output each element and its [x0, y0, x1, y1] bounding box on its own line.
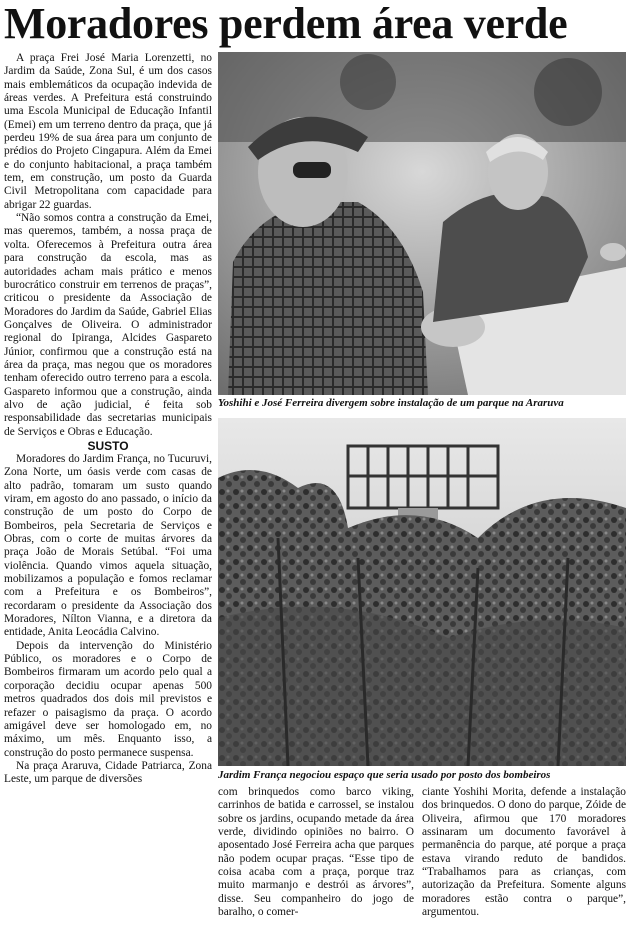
article-column-2	[218, 786, 414, 936]
paragraph-2: “Não somos contra a construção da Emei, mas queremos, também, a nossa praça de volta. Oferecemos à Prefeitura outra área para construção da escola, mas as autoridades acham mais prático e menos burocrático construir em terrenos de praças”, criticou o presidente da Associação de Moradores do Jardim da Saúde, Gabriel Elias Gonçalves de Oliveira. O administrador regional do Ipiranga, Alcides Gaspareto Júnior, confirmou que a construção está na área da praça, mas negou que os moradores tenham oferecido outro terreno para a escola. Gaspareto informou que a construção, ainda alvo de ação judicial, é feita sob responsabilidade das secretarias municipais de Serviços e Obras e Educação.	[4, 212, 212, 438]
article-column-3	[422, 786, 626, 936]
subhead-susto: SUSTO	[87, 438, 129, 453]
paragraph-7: ciante Yoshihi Morita, defende a instalação dos brinquedos. O dono do parque, Zóide de Oliveira, afirmou que 170 moradores assinaram um documento favorável à permanência do parque, até porque a praça estava virando reduto de bandidos. “Trabalhamos para as crianças, com autorização da Prefeitura. Somente alguns moradores estão contra o parque”, argumentou.	[422, 786, 626, 919]
photo-elderly-men-playing-cards	[218, 52, 626, 395]
paragraph-4: Depois da intervenção do Ministério Público, os moradores e o Corpo de Bombeiros firmaram um acordo pelo qual a corporação decidiu ocupar apenas 500 metros quadrados dos dois mil previstos e refazer o paisagismo da praça. O acordo amigável deve ser homologado em, no máximo, um mês. Enquanto isso, a construção do posto permanece suspensa.	[4, 639, 212, 759]
paragraph-3: Moradores do Jardim França, no Tucuruvi, Zona Norte, um óasis verde com casas de alto padrão, tomaram um susto quando viram, em agosto do ano passado, o início da construção de um posto do Corpo de Bombeiros, pela Secretaria de Serviços e Obras, com o corte de muitas árvores da praça João de Morais Setúbal. “Foi uma violência. Quando vimos aquela situação, mobilizamos a população e fomos reclamar com a Prefeitura e os Bombeiros”, recordaram o presidente da Associação dos Moradores, Nílton Vianna, e a diretora da entidade, Anita Leocádia Calvino.	[4, 452, 212, 639]
article-column-1	[4, 52, 212, 936]
photo-2-image	[218, 418, 626, 766]
paragraph-6: com brinquedos como barco viking, carrinhos de batida e carrossel, se instalou sobre os jardins, ocupando metade da área verde, dividindo opiniões no bairro. O aposentado José Ferreira acha que parques não podem ocupar praças. “Esse tipo de coisa acaba com a praça, porque traz muito marmanjo e destrói as árvores”, disse. Seu companheiro do jogo de baralho, o comer-	[218, 786, 414, 919]
photo-square-trees-construction	[218, 418, 626, 766]
headline: Moradores perdem área verde	[4, 0, 568, 48]
paragraph-1: A praça Frei José Maria Lorenzetti, no Jardim da Saúde, Zona Sul, é um dos casos mais emblemáticos da ocupação indevida de áreas verdes. A Prefeitura está construindo uma Escola Municipal de Educação Infantil (Emei) em um terreno dentro da praça, que já perdeu 19% de sua área para um conjunto de prédios do Projeto Cingapura. Além da Emei e do conjunto habitacional, a praça também tem, em construção, um posto da Guarda Civil Metropolitana com capacidade para abrigar 22 guardas.	[4, 52, 212, 211]
paragraph-5: Na praça Araruva, Cidade Patriarca, Zona Leste, um parque de diversões	[4, 759, 212, 786]
photo-1-image	[218, 52, 626, 395]
photo-2-caption: Jardim França negociou espaço que seria usado por posto dos bombeiros	[218, 769, 551, 781]
photo-1-caption: Yoshihi e José Ferreira divergem sobre instalação de um parque na Araruva	[218, 397, 564, 409]
